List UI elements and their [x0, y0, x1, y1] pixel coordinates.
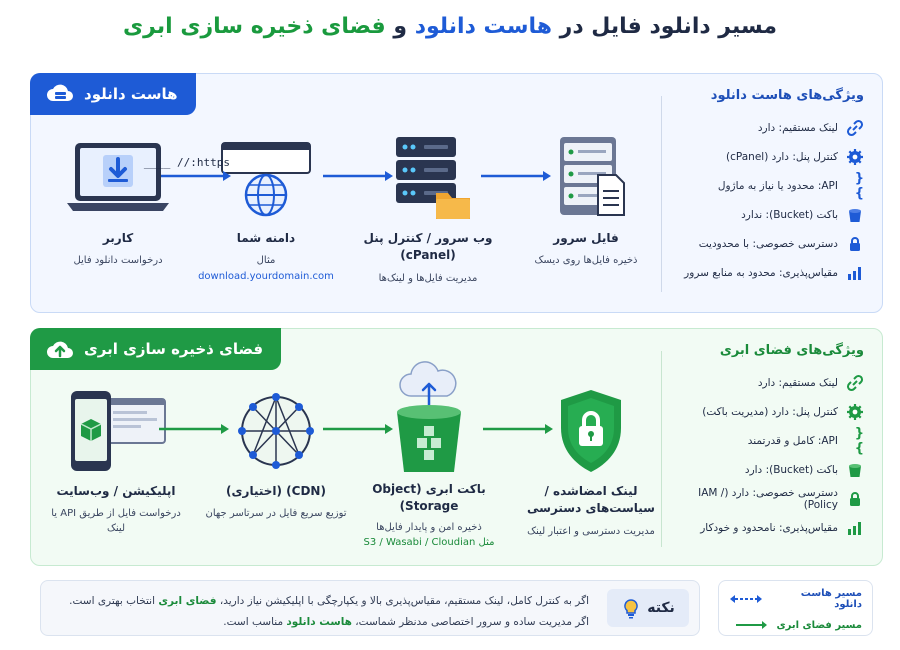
phone-app-icon: [63, 389, 169, 473]
host-arrow-2: [321, 170, 395, 182]
gear-icon: [846, 403, 864, 421]
node-user-sub: درخواست دانلود فایل: [73, 255, 163, 267]
cloud-storage-panel: [30, 328, 883, 566]
feature-row: [680, 142, 864, 171]
bar-chart-icon: [846, 519, 864, 537]
node-cdn: [201, 387, 351, 521]
node-app-title: اپلیکیشن / وب‌سایت: [56, 484, 176, 498]
feature-row: [680, 113, 864, 142]
shield-lock-icon: [556, 388, 626, 474]
feature-row: [680, 368, 864, 397]
feature-row: [680, 455, 864, 484]
node-domain-title: دامنه شما: [236, 231, 296, 245]
node-bucket: [349, 359, 509, 550]
cloud-upload-icon: [44, 336, 76, 362]
node-bucket-title: باکت ابری (Object Storage): [372, 482, 486, 514]
node-domain-link[interactable]: download.yourdomain.com: [198, 271, 334, 283]
node-bucket-examples: مثل S3 / Wasabi / Cloudian: [363, 536, 495, 548]
host-features: [662, 74, 882, 312]
node-domain: [143, 134, 341, 283]
host-badge: [30, 73, 196, 115]
node-cdn-title: (CDN) (اختیاری): [226, 484, 326, 498]
cloud-badge-label: فضای ذخیره سازی ابری: [84, 340, 264, 358]
node-user-title: کاربر: [102, 231, 134, 245]
note-label: نکته: [647, 600, 675, 616]
feature-text: کنترل پنل: دارد (مدیریت باکت): [702, 405, 838, 418]
node-web-server-sub: مدیریت فایل‌ها و لینک‌ها: [378, 272, 478, 284]
feature-text: باکت (Bucket): دارد: [744, 463, 838, 476]
feature-text: API: محدود یا نیاز به ماژول: [717, 179, 838, 192]
host-features-title: ویژگی‌های هاست دانلود: [710, 88, 864, 103]
note-box: [40, 580, 700, 636]
node-app: [41, 387, 191, 536]
cloud-server-icon: [44, 81, 76, 107]
feature-text: لینک مستقیم: دارد: [757, 376, 838, 389]
note-line-1-end: انتخاب بهتری است.: [69, 595, 155, 607]
lock-icon: [846, 235, 864, 253]
node-signed-link-sub: مدیریت دسترسی و اعتبار لینک: [527, 525, 655, 537]
feature-text: مقیاس‌پذیری: نامحدود و خودکار: [700, 521, 838, 534]
node-file-server-sub: ذخیره فایل‌ها روی دیسک: [534, 255, 638, 267]
braces-icon: { }: [854, 425, 864, 456]
title-text-and: و: [393, 14, 408, 39]
host-badge-label: هاست دانلود: [84, 85, 178, 103]
lock-icon: [846, 490, 864, 508]
cloud-bucket-icon: [389, 360, 469, 476]
note-line-2-end: مناسب است.: [223, 616, 284, 628]
bucket-icon: [846, 461, 864, 479]
host-arrow-1: [159, 170, 233, 182]
legend-host-label: مسیر هاست دانلود: [800, 588, 862, 610]
feature-row: [680, 200, 864, 229]
host-arrow-3: [479, 170, 553, 182]
note-badge: [607, 589, 689, 627]
legend-cloud: [729, 615, 862, 635]
feature-text: باکت (Bucket): ندارد: [741, 208, 838, 221]
legend-host: [729, 589, 862, 609]
feature-row: [680, 229, 864, 258]
download-host-panel: [30, 73, 883, 313]
node-domain-sub: مثال: [256, 255, 276, 267]
note-host-highlight: هاست دانلود: [286, 616, 352, 628]
gear-icon: [846, 148, 864, 166]
node-app-sub: درخواست فایل از طریق API یا لینک: [51, 508, 181, 535]
node-signed-link-title: لینک امضاشده / سیاست‌های دسترسی: [527, 484, 655, 516]
bar-chart-icon: [846, 264, 864, 282]
cloud-features-title: ویژگی‌های فضای ابری: [719, 343, 864, 358]
node-cdn-sub: توزیع سریع فایل در سرتاسر جهان: [205, 508, 347, 520]
feature-text: دسترسی خصوصی: با محدودیت: [698, 237, 838, 250]
node-web-server: [353, 134, 503, 286]
legend-cloud-arrow: [734, 620, 768, 630]
node-web-server-title: وب سرور / کنترل پنل (cPanel): [363, 231, 493, 263]
feature-row: [680, 513, 864, 542]
feature-row: [680, 397, 864, 426]
cloud-arrow-1: [157, 423, 231, 435]
lightbulb-icon: [621, 597, 641, 619]
title-text-1: مسیر دانلود فایل در: [559, 14, 777, 39]
feature-text: کنترل پنل: دارد (cPanel): [725, 150, 838, 163]
feature-text: مقیاس‌پذیری: محدود به منابع سرور: [684, 266, 838, 279]
cloud-features: [662, 329, 882, 565]
feature-row: [680, 426, 864, 455]
legend: [718, 580, 873, 636]
feature-text: API: کامل و قدرتمند: [747, 434, 838, 447]
title-text-cloud: فضای ذخیره سازی ابری: [123, 14, 386, 39]
feature-text: دسترسی خصوصی: دارد (IAM / Policy): [698, 486, 838, 511]
note-line-1-text: اگر به کنترل کامل، لینک مستقیم، مقیاس‌پذیری بالا و یکپارچگی با اپلیکیشن نیاز دارید،: [219, 595, 589, 607]
cloud-arrow-3: [481, 423, 555, 435]
legend-host-arrow: [729, 594, 763, 604]
node-file-server: [511, 134, 661, 268]
title-text-host: هاست دانلود: [414, 14, 552, 39]
note-line-2-text: اگر مدیریت ساده و سرور اختصاصی مدنظر شماست،: [355, 616, 589, 628]
note-line-1: [49, 591, 589, 612]
feature-text: لینک مستقیم: دارد: [757, 121, 838, 134]
feature-row: [680, 484, 864, 513]
network-globe-icon: [231, 389, 321, 473]
note-text: [49, 591, 589, 633]
cloud-arrow-2: [321, 423, 395, 435]
feature-row: [680, 258, 864, 287]
node-file-server-title: فایل سرور: [553, 231, 619, 245]
note-line-2: [49, 612, 589, 633]
cloud-badge: [30, 328, 281, 370]
note-cloud-highlight: فضای ابری: [158, 595, 217, 607]
link-icon: [846, 374, 864, 392]
node-signed-link: [511, 387, 671, 539]
page-title: [0, 14, 900, 39]
link-icon: [846, 119, 864, 137]
legend-cloud-label: مسیر فضای ابری: [776, 619, 862, 631]
node-user: [43, 134, 193, 268]
url-text: https:// ____: [143, 156, 230, 169]
feature-row: [680, 171, 864, 200]
laptop-download-icon: [65, 137, 171, 219]
braces-icon: { }: [854, 170, 864, 201]
bucket-icon: [846, 206, 864, 224]
node-bucket-sub: ذخیره امن و پایدار فایل‌ها: [376, 521, 482, 533]
